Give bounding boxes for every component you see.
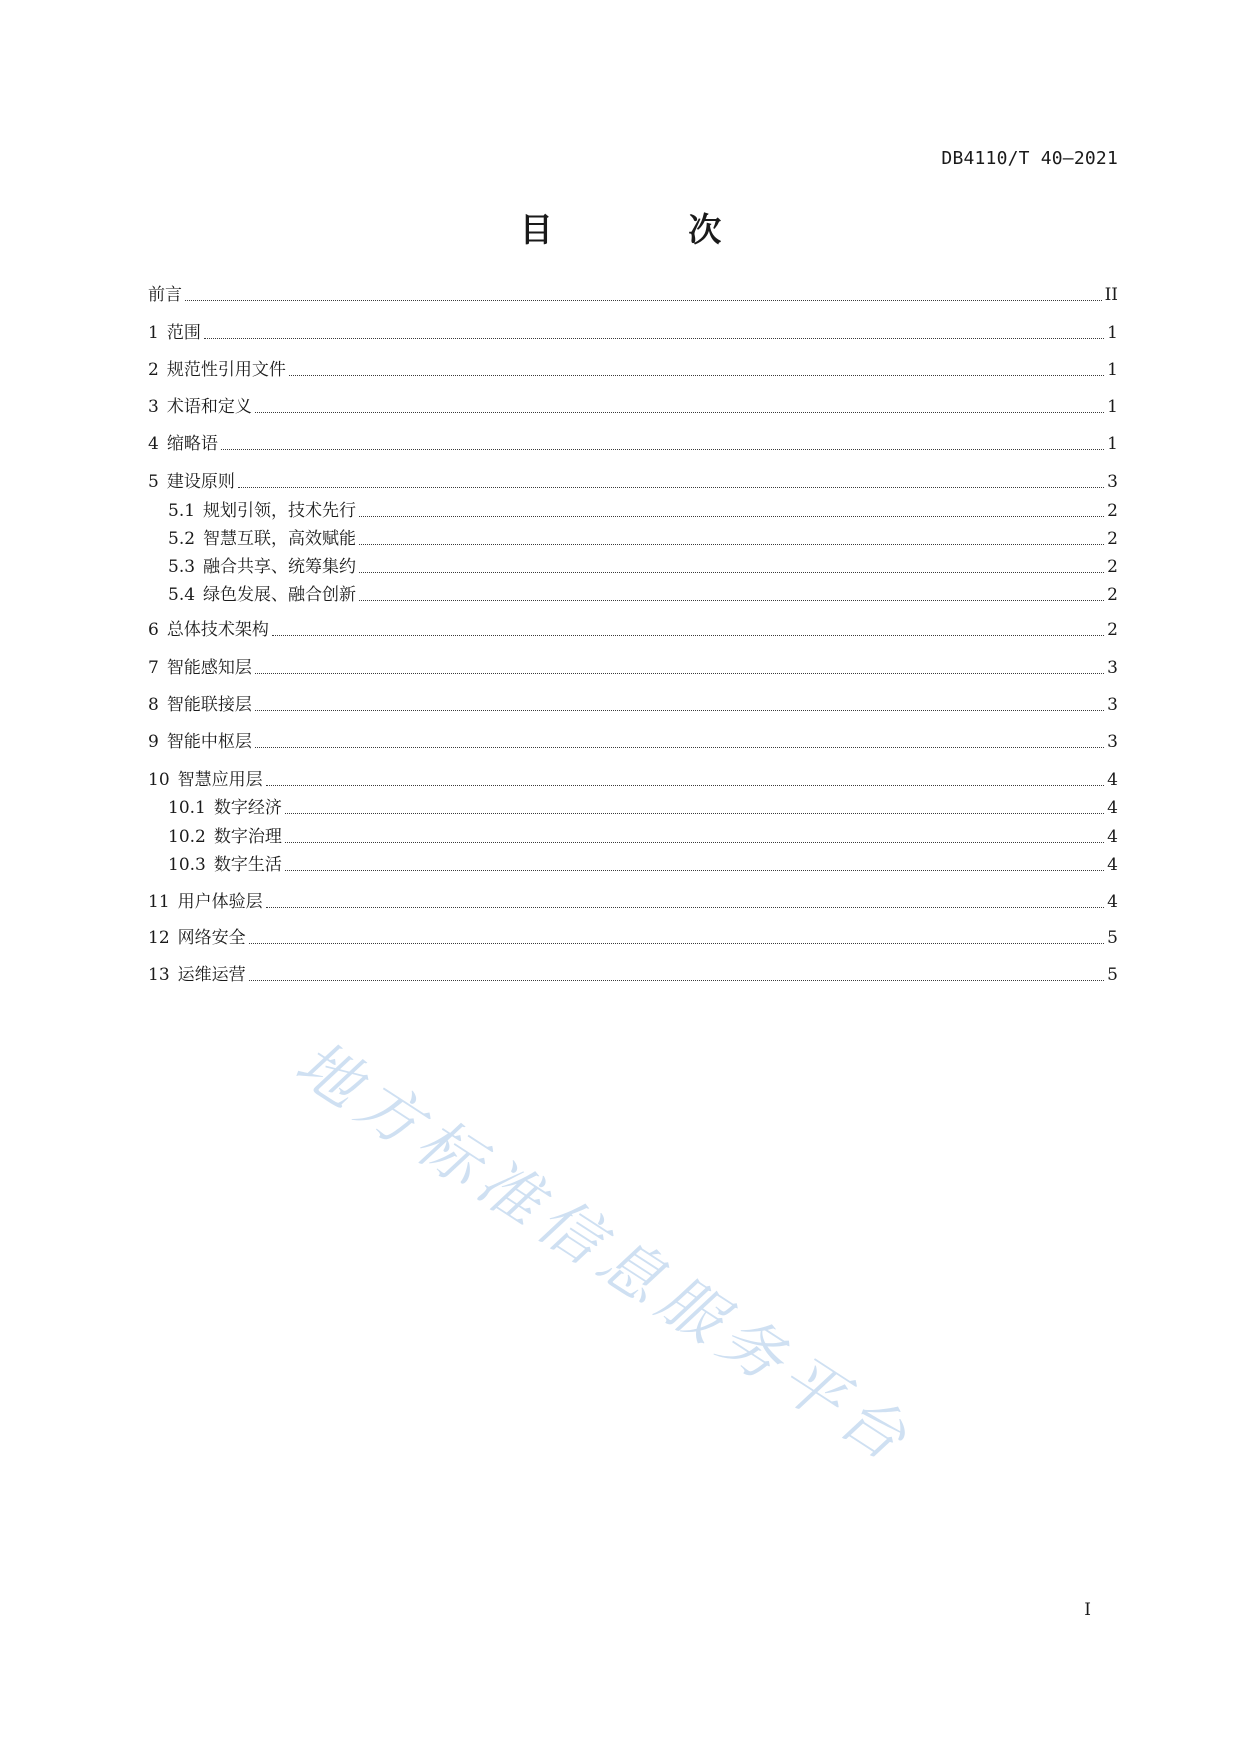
toc-dot-leader: [266, 907, 1105, 908]
toc-entry-page: 3: [1107, 732, 1118, 752]
toc-entry-label: [148, 769, 263, 791]
page-number: I: [1084, 1600, 1091, 1620]
toc-entry-text: 前言: [148, 285, 182, 305]
toc-entry-label: [168, 797, 282, 819]
toc-dot-leader: [359, 600, 1104, 601]
toc-entry-text: 绿色发展、融合创新: [203, 585, 357, 605]
toc-entry-page: 2: [1107, 501, 1118, 521]
toc-entry-number: 13: [148, 965, 170, 985]
toc-entry-page: 4: [1107, 892, 1118, 912]
toc-entry-page: 1: [1107, 323, 1118, 343]
toc-entry-number: 7: [148, 658, 159, 678]
toc-entry[interactable]: [168, 826, 1118, 848]
toc-entry-page: 5: [1107, 965, 1118, 985]
toc-entry[interactable]: [148, 769, 1118, 791]
toc-entry-text: 智能感知层: [166, 658, 252, 678]
toc-entry-page: 5: [1107, 928, 1118, 948]
toc-entry-number: 12: [148, 928, 170, 948]
toc-entry-page: 2: [1107, 620, 1118, 640]
toc-entry-page: 4: [1107, 770, 1118, 790]
toc-entry-text: 总体技术架构: [166, 620, 269, 640]
toc-entry-number: 5.4: [168, 585, 196, 605]
toc-entry[interactable]: [148, 322, 1118, 344]
toc-entry-label: [148, 433, 218, 455]
toc-dot-leader: [285, 842, 1104, 843]
toc-entry[interactable]: [168, 584, 1118, 606]
toc-entry-label: [148, 694, 252, 716]
toc-entry-page: 1: [1107, 360, 1118, 380]
toc-entry-label: [168, 528, 356, 550]
toc-entry[interactable]: [148, 657, 1118, 679]
toc-entry-text: 融合共享、统筹集约: [203, 557, 357, 577]
toc-entry-number: 5: [148, 472, 159, 492]
toc-entry-number: 5.2: [168, 529, 196, 549]
toc-entry[interactable]: [168, 528, 1118, 550]
toc-entry-label: [148, 322, 201, 344]
toc-entry-number: 9: [148, 732, 159, 752]
toc-entry-number: 4: [148, 434, 159, 454]
toc-entry-label: [148, 284, 182, 306]
toc-entry[interactable]: [148, 284, 1118, 306]
toc-entry-text: 缩略语: [166, 434, 218, 454]
toc-entry-page: 2: [1107, 529, 1118, 549]
toc-entry-text: 数字治理: [213, 827, 282, 847]
toc-entry-text: 术语和定义: [166, 397, 252, 417]
toc-entry[interactable]: [148, 891, 1118, 913]
toc-entry[interactable]: [148, 433, 1118, 455]
toc-entry[interactable]: [148, 694, 1118, 716]
toc-entry-text: 网络安全: [177, 928, 246, 948]
watermark: 地方标准信息服务平台: [283, 1025, 927, 1480]
toc-entry-text: 范围: [166, 323, 201, 343]
toc-entry-page: 3: [1107, 472, 1118, 492]
toc-entry-label: [148, 471, 235, 493]
toc-entry-text: 规划引领，技术先行: [203, 501, 357, 521]
toc-entry-page: 3: [1107, 658, 1118, 678]
toc-entry-page: 4: [1107, 798, 1118, 818]
toc-entry-page: II: [1104, 285, 1118, 305]
toc-dot-leader: [255, 710, 1104, 711]
toc-entry-label: [168, 854, 282, 876]
toc-entry-number: 2: [148, 360, 159, 380]
toc-entry[interactable]: [168, 854, 1118, 876]
toc-dot-leader: [359, 572, 1104, 573]
toc-dot-leader: [221, 449, 1104, 450]
toc-dot-leader: [272, 635, 1104, 636]
toc-dot-leader: [285, 813, 1104, 814]
toc-entry-label: [168, 826, 282, 848]
toc-entry[interactable]: [168, 797, 1118, 819]
toc-entry[interactable]: [168, 556, 1118, 578]
toc-dot-leader: [289, 375, 1104, 376]
toc-entry-number: 8: [148, 695, 159, 715]
toc-entry-label: [168, 500, 356, 522]
toc-entry-label: [148, 731, 252, 753]
toc-entry-number: 1: [148, 323, 159, 343]
toc-entry-text: 智慧互联，高效赋能: [203, 529, 357, 549]
toc-entry-page: 3: [1107, 695, 1118, 715]
toc-dot-leader: [249, 943, 1105, 944]
toc-entry-text: 智慧应用层: [177, 770, 263, 790]
toc-entry-number: 5.1: [168, 501, 196, 521]
toc-dot-leader: [255, 747, 1104, 748]
toc-entry-page: 2: [1107, 585, 1118, 605]
toc-entry-text: 用户体验层: [177, 892, 263, 912]
toc-entry-number: 10.3: [168, 855, 206, 875]
toc-entry[interactable]: [148, 731, 1118, 753]
toc-entry-label: [148, 891, 263, 913]
toc-entry-page: 2: [1107, 557, 1118, 577]
toc-entry-number: 10.1: [168, 798, 206, 818]
toc-entry-page: 4: [1107, 855, 1118, 875]
toc-dot-leader: [185, 300, 1102, 301]
toc-entry-label: [148, 964, 246, 986]
toc-entry[interactable]: [148, 359, 1118, 381]
toc-entry-label: [148, 927, 246, 949]
toc-entry-number: 10: [148, 770, 170, 790]
toc-entry-page: 1: [1107, 434, 1118, 454]
toc-dot-leader: [359, 544, 1104, 545]
page-title: 目 次: [519, 210, 784, 249]
toc-entry-label: [148, 619, 269, 641]
toc-dot-leader: [255, 412, 1104, 413]
toc-entry-text: 运维运营: [177, 965, 246, 985]
toc-entry-text: 数字经济: [213, 798, 282, 818]
toc-entry-label: [148, 359, 286, 381]
toc-entry-label: [148, 396, 252, 418]
toc-entry-text: 数字生活: [213, 855, 282, 875]
toc-entry-number: 10.2: [168, 827, 206, 847]
document-code: DB4110/T 40—2021: [941, 148, 1118, 169]
toc-entry[interactable]: [148, 471, 1118, 493]
toc-entry-label: [168, 556, 356, 578]
toc-entry-number: 6: [148, 620, 159, 640]
toc-entry-text: 规范性引用文件: [166, 360, 286, 380]
toc-dot-leader: [255, 673, 1104, 674]
toc-entry-text: 建设原则: [166, 472, 235, 492]
toc-dot-leader: [285, 870, 1104, 871]
toc-dot-leader: [238, 487, 1104, 488]
toc-entry[interactable]: [148, 619, 1118, 641]
toc-entry-text: 智能中枢层: [166, 732, 252, 752]
toc-entry-label: [148, 657, 252, 679]
toc-entry-page: 1: [1107, 397, 1118, 417]
toc-entry[interactable]: [148, 396, 1118, 418]
toc-entry-text: 智能联接层: [166, 695, 252, 715]
toc-entry[interactable]: [148, 964, 1118, 986]
toc-entry-page: 4: [1107, 827, 1118, 847]
toc-dot-leader: [249, 980, 1105, 981]
toc-entry-number: 3: [148, 397, 159, 417]
toc-entry[interactable]: [148, 927, 1118, 949]
toc-entry-number: 5.3: [168, 557, 196, 577]
toc-dot-leader: [204, 338, 1104, 339]
toc-entry[interactable]: [168, 500, 1118, 522]
toc-entry-label: [168, 584, 356, 606]
toc-dot-leader: [359, 516, 1104, 517]
toc-dot-leader: [266, 785, 1105, 786]
toc-entry-number: 11: [148, 892, 170, 912]
